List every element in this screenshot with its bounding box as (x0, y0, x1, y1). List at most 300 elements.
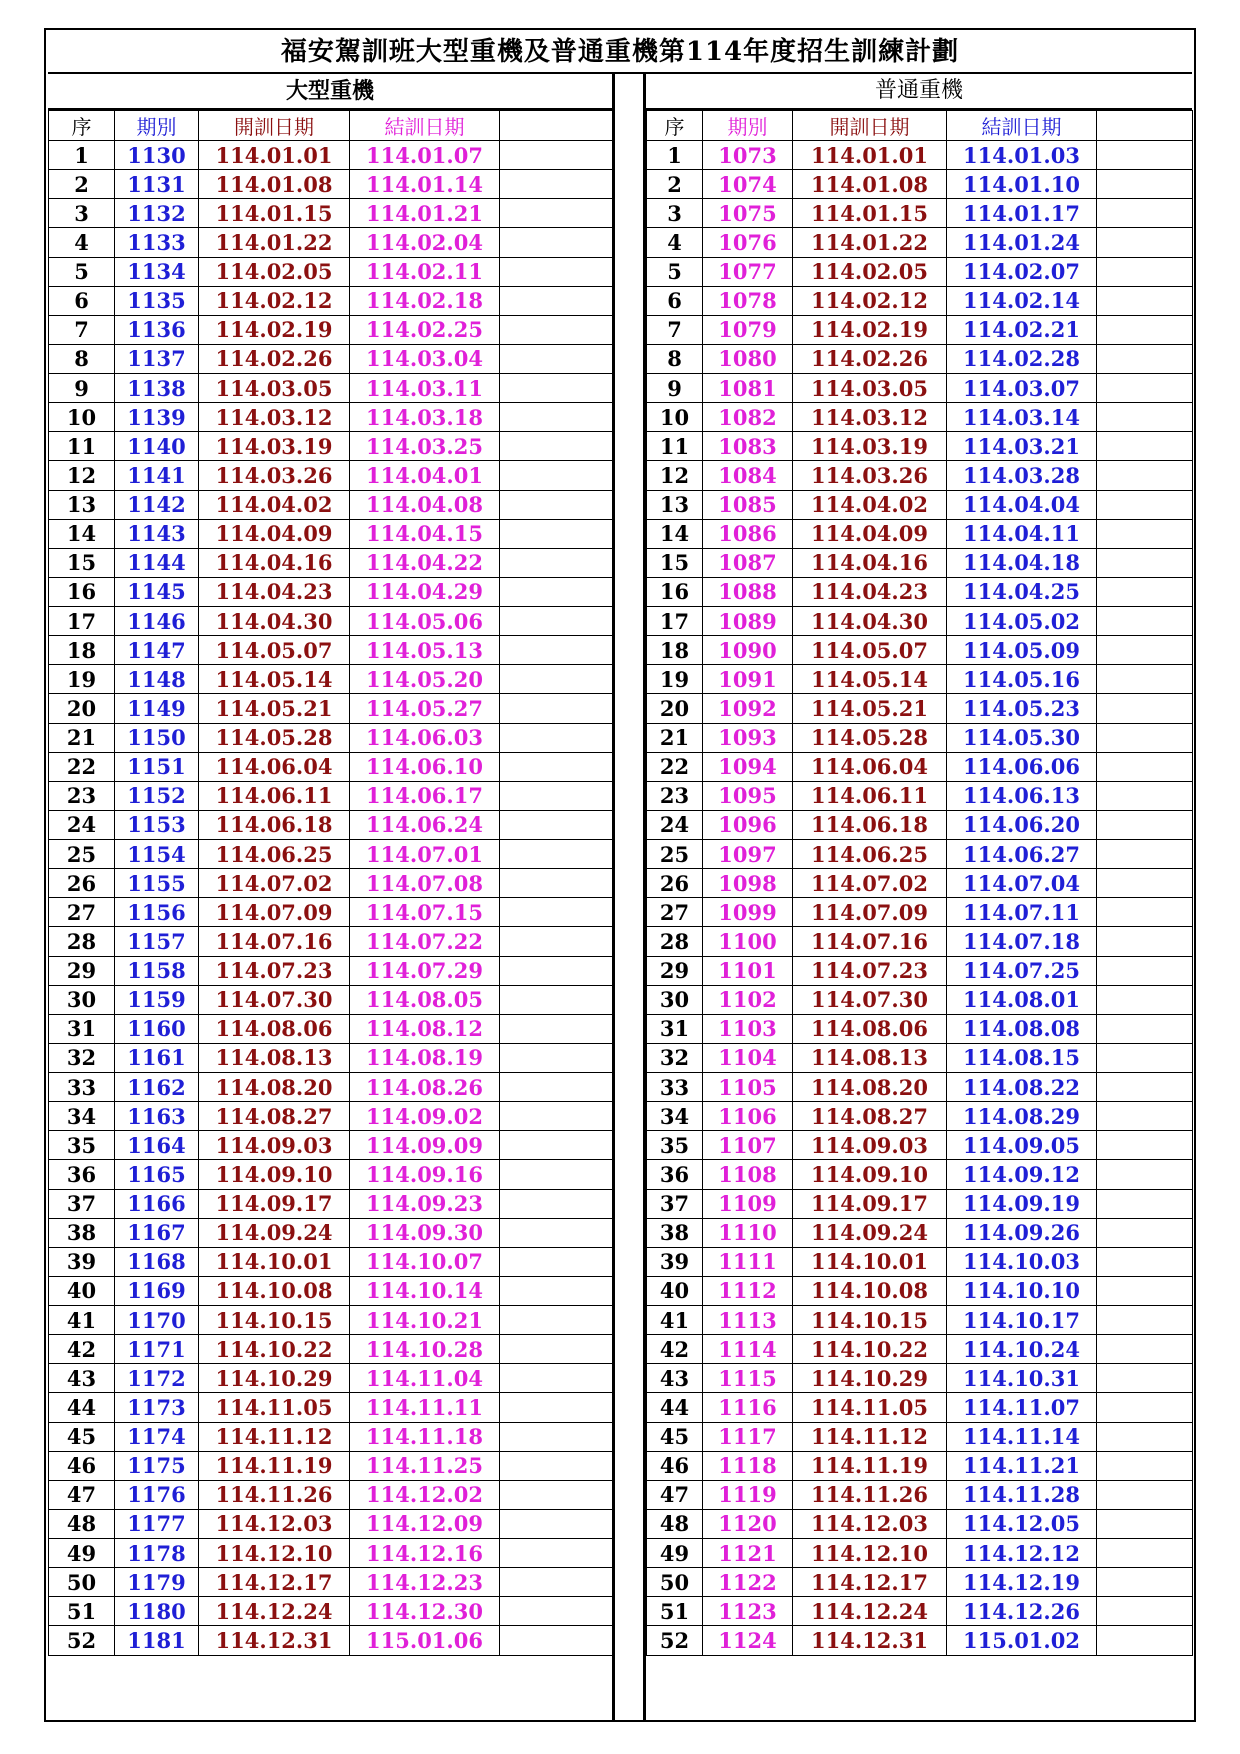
term-cell: 1163 (115, 1102, 199, 1131)
start-date-cell: 114.07.16 (793, 927, 947, 956)
term-cell: 1132 (115, 199, 199, 228)
seq-cell: 38 (647, 1218, 703, 1247)
table-row (49, 1509, 613, 1538)
term-cell: 1145 (115, 577, 199, 606)
column-divider (612, 74, 646, 1720)
end-date-cell: 114.11.21 (947, 1451, 1097, 1480)
term-cell: 1169 (115, 1276, 199, 1305)
end-date-cell: 114.04.22 (350, 548, 500, 577)
end-date-cell: 114.07.08 (350, 869, 500, 898)
start-date-cell: 114.10.15 (199, 1306, 350, 1335)
end-date-cell: 114.07.25 (947, 956, 1097, 985)
blank-cell (500, 1509, 613, 1538)
seq-cell: 1 (49, 141, 115, 170)
start-date-cell: 114.07.16 (199, 927, 350, 956)
seq-cell: 42 (49, 1335, 115, 1364)
end-date-cell: 114.05.20 (350, 665, 500, 694)
start-date-cell: 114.12.03 (199, 1509, 350, 1538)
table-row (647, 1480, 1193, 1509)
start-date-cell: 114.02.26 (793, 344, 947, 373)
table-row (49, 985, 613, 1014)
seq-cell: 21 (647, 723, 703, 752)
seq-cell: 25 (647, 840, 703, 869)
term-cell: 1179 (115, 1568, 199, 1597)
table-row (647, 1568, 1193, 1597)
end-date-cell: 114.04.25 (947, 577, 1097, 606)
blank-cell (1097, 141, 1193, 170)
table-row (49, 228, 613, 257)
blank-cell (1097, 170, 1193, 199)
term-cell: 1130 (115, 141, 199, 170)
end-date-cell: 114.11.14 (947, 1422, 1097, 1451)
end-date-cell: 114.11.07 (947, 1393, 1097, 1422)
table-row (647, 1043, 1193, 1072)
table-row (647, 519, 1193, 548)
seq-cell: 43 (647, 1364, 703, 1393)
blank-cell (500, 461, 613, 490)
table-row (49, 1160, 613, 1189)
end-date-cell: 114.12.16 (350, 1539, 500, 1568)
term-cell: 1079 (703, 315, 793, 344)
term-cell: 1104 (703, 1043, 793, 1072)
start-date-cell: 114.08.27 (793, 1102, 947, 1131)
end-date-cell: 114.04.18 (947, 548, 1097, 577)
table-row (49, 1247, 613, 1276)
blank-cell (500, 1393, 613, 1422)
start-date-cell: 114.12.10 (199, 1539, 350, 1568)
end-date-cell: 114.05.02 (947, 607, 1097, 636)
blank-cell (1097, 1335, 1193, 1364)
seq-cell: 11 (49, 432, 115, 461)
blank-cell (1097, 432, 1193, 461)
seq-cell: 6 (647, 286, 703, 315)
regular-bike-schedule-table (646, 110, 1193, 1656)
start-date-cell: 114.05.14 (793, 665, 947, 694)
start-date-cell: 114.12.10 (793, 1539, 947, 1568)
term-cell: 1181 (115, 1626, 199, 1655)
blank-cell (500, 170, 613, 199)
table-row (647, 490, 1193, 519)
seq-cell: 3 (647, 199, 703, 228)
end-date-cell: 114.12.30 (350, 1597, 500, 1626)
table-row (647, 1218, 1193, 1247)
table-row (49, 344, 613, 373)
seq-cell: 7 (647, 315, 703, 344)
table-row (49, 1218, 613, 1247)
table-row (49, 315, 613, 344)
end-date-cell: 114.08.26 (350, 1073, 500, 1102)
start-date-cell: 114.02.19 (199, 315, 350, 344)
term-cell: 1167 (115, 1218, 199, 1247)
end-date-cell: 114.04.08 (350, 490, 500, 519)
term-cell: 1077 (703, 257, 793, 286)
start-date-cell: 114.11.19 (793, 1451, 947, 1480)
start-date-cell: 114.05.28 (199, 723, 350, 752)
start-date-cell: 114.02.26 (199, 344, 350, 373)
blank-cell (500, 1131, 613, 1160)
end-date-cell: 114.02.07 (947, 257, 1097, 286)
end-date-cell: 114.02.21 (947, 315, 1097, 344)
blank-cell (500, 985, 613, 1014)
blank-cell (1097, 607, 1193, 636)
seq-cell: 35 (49, 1131, 115, 1160)
term-cell: 1083 (703, 432, 793, 461)
blank-cell (1097, 985, 1193, 1014)
blank-cell (1097, 752, 1193, 781)
start-date-cell: 114.04.02 (793, 490, 947, 519)
term-cell: 1102 (703, 985, 793, 1014)
end-date-cell: 114.06.27 (947, 840, 1097, 869)
start-date-cell: 114.03.12 (793, 403, 947, 432)
start-date-cell: 114.02.05 (199, 257, 350, 286)
start-date-cell: 114.11.26 (199, 1480, 350, 1509)
start-date-cell: 114.01.22 (793, 228, 947, 257)
blank-cell (1097, 1306, 1193, 1335)
table-row (647, 1364, 1193, 1393)
start-date-cell: 114.10.08 (793, 1276, 947, 1305)
seq-cell: 11 (647, 432, 703, 461)
seq-cell: 36 (647, 1160, 703, 1189)
start-date-cell: 114.07.09 (793, 898, 947, 927)
term-cell: 1118 (703, 1451, 793, 1480)
seq-cell: 29 (49, 956, 115, 985)
end-date-cell: 114.07.29 (350, 956, 500, 985)
seq-cell: 22 (647, 752, 703, 781)
seq-cell: 33 (49, 1073, 115, 1102)
header-end-date: 結訓日期 (350, 111, 500, 141)
term-cell: 1096 (703, 810, 793, 839)
blank-cell (500, 315, 613, 344)
blank-cell (1097, 1568, 1193, 1597)
term-cell: 1148 (115, 665, 199, 694)
table-row (647, 636, 1193, 665)
blank-cell (500, 1306, 613, 1335)
blank-cell (500, 607, 613, 636)
end-date-cell: 115.01.02 (947, 1626, 1097, 1655)
end-date-cell: 114.06.24 (350, 810, 500, 839)
table-row (647, 1131, 1193, 1160)
page-title: 福安駕訓班大型重機及普通重機第114年度招生訓練計劃 (48, 32, 1192, 74)
end-date-cell: 114.12.12 (947, 1539, 1097, 1568)
blank-cell (500, 1597, 613, 1626)
term-cell: 1161 (115, 1043, 199, 1072)
blank-cell (500, 1043, 613, 1072)
table-row (647, 170, 1193, 199)
seq-cell: 15 (49, 548, 115, 577)
end-date-cell: 114.01.10 (947, 170, 1097, 199)
table-row (49, 1073, 613, 1102)
table-row (647, 1102, 1193, 1131)
end-date-cell: 114.02.28 (947, 344, 1097, 373)
term-cell: 1133 (115, 228, 199, 257)
blank-cell (500, 432, 613, 461)
seq-cell: 26 (647, 869, 703, 898)
end-date-cell: 114.09.30 (350, 1218, 500, 1247)
table-row (647, 577, 1193, 606)
end-date-cell: 114.11.04 (350, 1364, 500, 1393)
table-row (647, 869, 1193, 898)
blank-cell (500, 577, 613, 606)
table-row (49, 403, 613, 432)
term-cell: 1082 (703, 403, 793, 432)
blank-cell (500, 781, 613, 810)
end-date-cell: 114.03.18 (350, 403, 500, 432)
start-date-cell: 114.09.03 (793, 1131, 947, 1160)
start-date-cell: 114.07.23 (199, 956, 350, 985)
start-date-cell: 114.01.15 (199, 199, 350, 228)
start-date-cell: 114.09.10 (199, 1160, 350, 1189)
blank-cell (500, 1451, 613, 1480)
seq-cell: 32 (647, 1043, 703, 1072)
end-date-cell: 114.08.15 (947, 1043, 1097, 1072)
table-row (49, 781, 613, 810)
seq-cell: 44 (647, 1393, 703, 1422)
blank-cell (1097, 665, 1193, 694)
table-row (49, 1335, 613, 1364)
table-row (49, 1276, 613, 1305)
start-date-cell: 114.04.09 (793, 519, 947, 548)
start-date-cell: 114.08.06 (793, 1014, 947, 1043)
seq-cell: 1 (647, 141, 703, 170)
start-date-cell: 114.01.08 (793, 170, 947, 199)
term-cell: 1121 (703, 1539, 793, 1568)
term-cell: 1180 (115, 1597, 199, 1626)
blank-cell (500, 927, 613, 956)
seq-cell: 9 (49, 374, 115, 403)
term-cell: 1155 (115, 869, 199, 898)
term-cell: 1120 (703, 1509, 793, 1538)
start-date-cell: 114.06.25 (199, 840, 350, 869)
table-row (49, 141, 613, 170)
end-date-cell: 114.11.11 (350, 1393, 500, 1422)
table-row (647, 1247, 1193, 1276)
table-row (49, 1131, 613, 1160)
seq-cell: 17 (647, 607, 703, 636)
table-row (49, 490, 613, 519)
term-cell: 1171 (115, 1335, 199, 1364)
start-date-cell: 114.07.02 (199, 869, 350, 898)
blank-cell (500, 1160, 613, 1189)
table-header-row (647, 111, 1193, 141)
blank-cell (1097, 374, 1193, 403)
blank-cell (1097, 1626, 1193, 1655)
blank-cell (1097, 1422, 1193, 1451)
end-date-cell: 114.01.07 (350, 141, 500, 170)
term-cell: 1152 (115, 781, 199, 810)
end-date-cell: 114.10.17 (947, 1306, 1097, 1335)
seq-cell: 2 (647, 170, 703, 199)
blank-cell (1097, 403, 1193, 432)
end-date-cell: 114.06.20 (947, 810, 1097, 839)
blank-cell (500, 869, 613, 898)
end-date-cell: 114.08.19 (350, 1043, 500, 1072)
seq-cell: 40 (647, 1276, 703, 1305)
start-date-cell: 114.07.09 (199, 898, 350, 927)
table-row (647, 723, 1193, 752)
term-cell: 1087 (703, 548, 793, 577)
term-cell: 1117 (703, 1422, 793, 1451)
term-cell: 1168 (115, 1247, 199, 1276)
table-row (647, 985, 1193, 1014)
blank-cell (500, 1422, 613, 1451)
seq-cell: 7 (49, 315, 115, 344)
start-date-cell: 114.04.23 (793, 577, 947, 606)
table-row (49, 810, 613, 839)
table-row (647, 461, 1193, 490)
seq-cell: 40 (49, 1276, 115, 1305)
blank-cell (1097, 1539, 1193, 1568)
end-date-cell: 114.04.11 (947, 519, 1097, 548)
blank-cell (1097, 490, 1193, 519)
seq-cell: 16 (647, 577, 703, 606)
start-date-cell: 114.03.26 (793, 461, 947, 490)
seq-cell: 32 (49, 1043, 115, 1072)
start-date-cell: 114.11.05 (199, 1393, 350, 1422)
start-date-cell: 114.05.14 (199, 665, 350, 694)
end-date-cell: 114.12.05 (947, 1509, 1097, 1538)
blank-cell (1097, 577, 1193, 606)
blank-cell (500, 374, 613, 403)
end-date-cell: 114.03.14 (947, 403, 1097, 432)
table-row (647, 1276, 1193, 1305)
term-cell: 1172 (115, 1364, 199, 1393)
term-cell: 1147 (115, 636, 199, 665)
table-row (49, 840, 613, 869)
table-row (647, 1539, 1193, 1568)
end-date-cell: 114.05.09 (947, 636, 1097, 665)
left-section-title: 大型重機 (48, 74, 612, 111)
term-cell: 1153 (115, 810, 199, 839)
table-row (49, 286, 613, 315)
seq-cell: 8 (49, 344, 115, 373)
table-row (49, 1043, 613, 1072)
end-date-cell: 114.09.05 (947, 1131, 1097, 1160)
start-date-cell: 114.04.16 (793, 548, 947, 577)
start-date-cell: 114.02.12 (793, 286, 947, 315)
end-date-cell: 114.06.06 (947, 752, 1097, 781)
start-date-cell: 114.06.18 (793, 810, 947, 839)
end-date-cell: 114.09.16 (350, 1160, 500, 1189)
end-date-cell: 114.02.14 (947, 286, 1097, 315)
term-cell: 1080 (703, 344, 793, 373)
seq-cell: 6 (49, 286, 115, 315)
start-date-cell: 114.09.10 (793, 1160, 947, 1189)
blank-cell (500, 840, 613, 869)
start-date-cell: 114.09.03 (199, 1131, 350, 1160)
end-date-cell: 114.03.04 (350, 344, 500, 373)
end-date-cell: 114.07.22 (350, 927, 500, 956)
end-date-cell: 114.07.15 (350, 898, 500, 927)
header-start-date: 開訓日期 (199, 111, 350, 141)
blank-cell (500, 956, 613, 985)
seq-cell: 5 (647, 257, 703, 286)
seq-cell: 15 (647, 548, 703, 577)
blank-cell (1097, 519, 1193, 548)
start-date-cell: 114.08.20 (199, 1073, 350, 1102)
end-date-cell: 114.07.18 (947, 927, 1097, 956)
end-date-cell: 114.06.10 (350, 752, 500, 781)
blank-cell (1097, 257, 1193, 286)
term-cell: 1144 (115, 548, 199, 577)
end-date-cell: 115.01.06 (350, 1626, 500, 1655)
start-date-cell: 114.05.21 (793, 694, 947, 723)
table-row (647, 1014, 1193, 1043)
end-date-cell: 114.02.04 (350, 228, 500, 257)
end-date-cell: 114.03.11 (350, 374, 500, 403)
seq-cell: 49 (647, 1539, 703, 1568)
start-date-cell: 114.12.24 (199, 1597, 350, 1626)
end-date-cell: 114.02.18 (350, 286, 500, 315)
table-row (49, 1451, 613, 1480)
end-date-cell: 114.01.21 (350, 199, 500, 228)
end-date-cell: 114.05.13 (350, 636, 500, 665)
blank-cell (1097, 1160, 1193, 1189)
table-row (49, 607, 613, 636)
seq-cell: 21 (49, 723, 115, 752)
seq-cell: 52 (647, 1626, 703, 1655)
table-row (647, 607, 1193, 636)
term-cell: 1131 (115, 170, 199, 199)
table-row (49, 374, 613, 403)
table-row (647, 694, 1193, 723)
end-date-cell: 114.11.18 (350, 1422, 500, 1451)
seq-cell: 45 (647, 1422, 703, 1451)
table-row (49, 1014, 613, 1043)
seq-cell: 46 (647, 1451, 703, 1480)
seq-cell: 44 (49, 1393, 115, 1422)
term-cell: 1151 (115, 752, 199, 781)
table-row (647, 898, 1193, 927)
table-row (49, 461, 613, 490)
seq-cell: 19 (647, 665, 703, 694)
start-date-cell: 114.09.17 (199, 1189, 350, 1218)
term-cell: 1093 (703, 723, 793, 752)
table-row (647, 1393, 1193, 1422)
start-date-cell: 114.12.03 (793, 1509, 947, 1538)
seq-cell: 51 (647, 1597, 703, 1626)
table-row (647, 257, 1193, 286)
start-date-cell: 114.01.08 (199, 170, 350, 199)
end-date-cell: 114.10.31 (947, 1364, 1097, 1393)
table-row (49, 1480, 613, 1509)
seq-cell: 2 (49, 170, 115, 199)
table-row (49, 577, 613, 606)
start-date-cell: 114.03.19 (199, 432, 350, 461)
start-date-cell: 114.01.22 (199, 228, 350, 257)
seq-cell: 52 (49, 1626, 115, 1655)
term-cell: 1160 (115, 1014, 199, 1043)
term-cell: 1137 (115, 344, 199, 373)
table-row (647, 199, 1193, 228)
blank-cell (500, 1247, 613, 1276)
end-date-cell: 114.07.11 (947, 898, 1097, 927)
header-end-date: 結訓日期 (947, 111, 1097, 141)
term-cell: 1103 (703, 1014, 793, 1043)
end-date-cell: 114.10.24 (947, 1335, 1097, 1364)
blank-cell (500, 1480, 613, 1509)
start-date-cell: 114.12.17 (199, 1568, 350, 1597)
table-row (647, 1073, 1193, 1102)
end-date-cell: 114.05.30 (947, 723, 1097, 752)
blank-cell (500, 1276, 613, 1305)
blank-cell (500, 1218, 613, 1247)
end-date-cell: 114.10.07 (350, 1247, 500, 1276)
term-cell: 1088 (703, 577, 793, 606)
table-header-row (49, 111, 613, 141)
seq-cell: 29 (647, 956, 703, 985)
blank-cell (500, 1014, 613, 1043)
seq-cell: 18 (647, 636, 703, 665)
